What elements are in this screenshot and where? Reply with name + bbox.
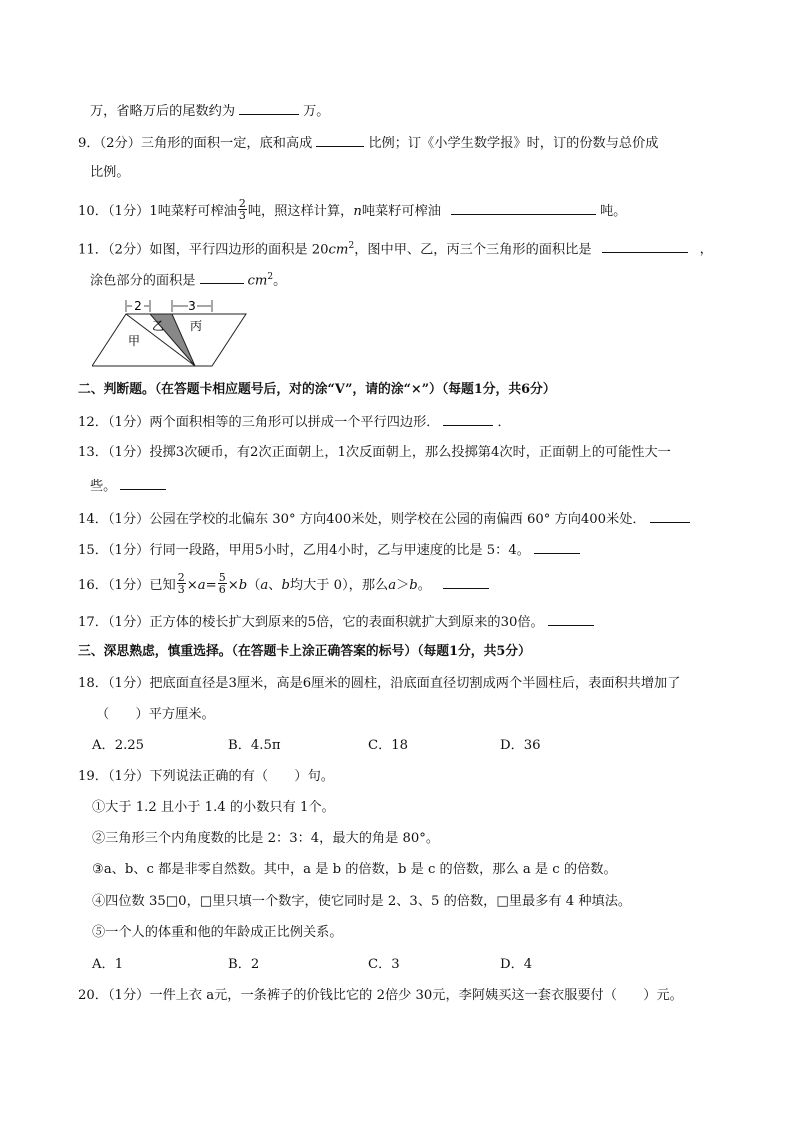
- answer-blank[interactable]: [443, 575, 489, 589]
- q18-option-d[interactable]: D．36: [500, 738, 541, 753]
- q19-statement-2: ②三角形三个内角度数的比是 2：3：4，最大的角是 80°。: [92, 831, 440, 846]
- question-19: 19．（1分）下列说法正确的有（ ）句。: [78, 769, 334, 784]
- label-yi: 乙: [151, 319, 165, 333]
- dim-label-3: 3: [188, 299, 196, 313]
- question-12: 12．（1分）两个面积相等的三角形可以拼成一个平行四边形． ．: [78, 412, 511, 432]
- parallelogram-figure: [92, 296, 248, 370]
- answer-blank[interactable]: [200, 270, 244, 284]
- q18-option-a[interactable]: A．2.25: [92, 738, 145, 753]
- q19-option-b[interactable]: B．2: [228, 957, 260, 972]
- section-3-heading: 三、深思熟虑，慎重选择。（在答题卡上涂正确答案的标号）（每题1分，共5分）: [78, 644, 531, 659]
- question-13-line2: 些。: [90, 476, 170, 496]
- question-9: 9．（2分）三角形的面积一定，底和高成 比例；订《小学生数学报》时，订的份数与总价成: [78, 133, 659, 153]
- question-10: 10．（1分）1吨菜籽可榨油 $\frac{2}{3}$ 吨，照这样计算，n吨菜籽可榨油 吨。: [78, 197, 627, 222]
- question-11-line2: 涂色部分的面积是 $cm^2$。: [90, 272, 287, 289]
- q19-statement-1: ①大于 1.2 且小于 1.4 的小数只有 1个。: [92, 800, 335, 815]
- q19-option-a[interactable]: A．1: [92, 957, 124, 972]
- answer-blank[interactable]: [602, 239, 688, 253]
- question-18-line2: （ ）平方厘米。: [96, 707, 215, 722]
- q19-option-c[interactable]: C．3: [368, 957, 400, 972]
- answer-blank[interactable]: [548, 612, 594, 626]
- answer-blank[interactable]: [451, 201, 596, 215]
- section-2-heading: 二、判断题。（在答题卡相应题号后，对的涂“V”，请的涂“×”）（每题1分，共6分）: [78, 382, 556, 397]
- q19-statement-4: ④四位数 35□0，□里只填一个数字，使它同时是 2、3、5 的倍数，□里最多有 4 种填法。: [92, 894, 632, 909]
- label-jia: 甲: [127, 334, 141, 348]
- question-14: 14．（1分）公园在学校的北偏东 30° 方向400米处，则学校在公园的南偏西 60° 方向400米处．: [78, 509, 694, 529]
- dim-label-2: 2: [134, 299, 142, 313]
- question-17: 17．（1分）正方体的棱长扩大到原来的5倍，它的表面积就扩大到原来的30倍。: [78, 612, 598, 632]
- question-18: 18．（1分）把底面直径是3厘米，高是6厘米的圆柱，沿底面直径切割成两个半圆柱后，表面积共增加了: [78, 676, 681, 691]
- fraction: $\frac{2}{3}$: [177, 571, 185, 596]
- fraction: $\frac{2}{3}$: [238, 197, 246, 222]
- answer-blank[interactable]: [534, 540, 580, 554]
- answer-blank[interactable]: [443, 412, 493, 426]
- question-20: 20．（1分）一件上衣 a元，一条裤子的价钱比它的 2倍少 30元，李阿姨买这一套衣服要付（ ）元。: [78, 988, 683, 1003]
- answer-blank[interactable]: [120, 476, 166, 490]
- q18-option-b[interactable]: B．4.5π: [228, 738, 281, 753]
- answer-blank[interactable]: [316, 133, 364, 147]
- question-16: 16．（1分）已知 $\frac{2}{3}$ ×a= $\frac{5}{6}$ ×b（a、b均大于 0），那么a＞b。: [78, 574, 493, 597]
- answer-blank[interactable]: [650, 509, 690, 523]
- question-13: 13．（1分）投掷3次硬币，有2次正面朝上，1次反面朝上，那么投掷第4次时，正面朝上的可能性大一: [78, 445, 671, 460]
- question-11: 11．（2分）如图，平行四边形的面积是 $20cm^2$，图中甲、乙，丙三个三角形的面积比是 ，: [78, 241, 713, 258]
- q19-statement-3: ③a、b、c 都是非零自然数。其中，a 是 b 的倍数，b 是 c 的倍数，那么 a 是 c 的倍数。: [92, 862, 617, 877]
- fraction: $\frac{5}{6}$: [218, 571, 226, 596]
- question-15: 15．（1分）行同一段路，甲用5小时，乙用4小时，乙与甲速度的比是 5：4。: [78, 540, 584, 560]
- answer-blank[interactable]: [239, 101, 299, 115]
- q19-statement-5: ⑤一个人的体重和他的年龄成正比例关系。: [92, 925, 343, 940]
- label-bing: 丙: [189, 319, 203, 333]
- q8-continuation: 万，省略万后的尾数约为 万。: [90, 101, 329, 121]
- question-9-line2: 比例。: [90, 165, 130, 180]
- q19-option-d[interactable]: D．4: [500, 957, 533, 972]
- q18-option-c[interactable]: C．18: [368, 738, 409, 753]
